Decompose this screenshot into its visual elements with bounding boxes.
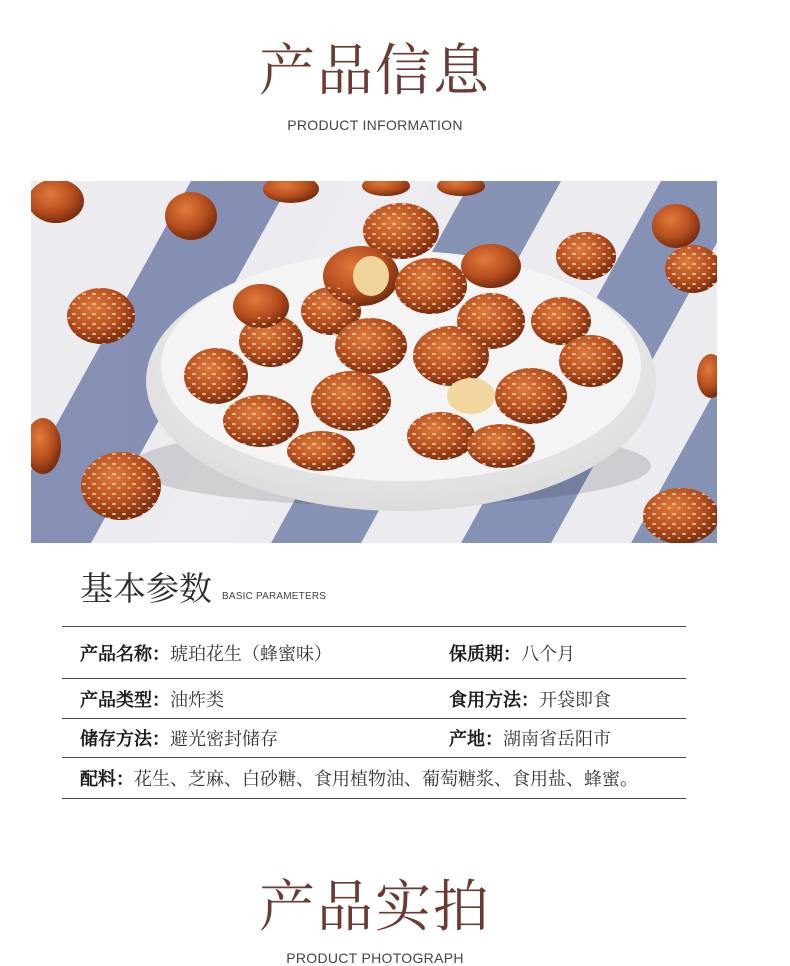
param-value: 油炸类 — [170, 689, 224, 711]
param-label: 产品名称： — [80, 643, 170, 665]
basic-parameters-heading — [80, 569, 327, 608]
param-value: 开袋即食 — [539, 689, 611, 711]
table-row — [62, 626, 686, 678]
param-value: 避光密封储存 — [170, 729, 278, 750]
ingredients-label: 配料： — [80, 769, 134, 790]
product-photo — [31, 181, 717, 543]
param-label: 产品类型： — [80, 689, 170, 711]
product-photo-title: 产品实拍 — [259, 875, 491, 940]
param-value: 琥珀花生（蜂蜜味） — [170, 643, 332, 665]
table-row — [62, 678, 686, 718]
table-row — [62, 718, 686, 757]
basic-parameters-subtitle: BASIC PARAMETERS — [222, 591, 327, 602]
param-label: 食用方法： — [449, 689, 539, 711]
peanut-bowl-image — [31, 181, 717, 543]
ingredients-value: 花生、芝麻、白砂糖、食用植物油、葡萄糖浆、食用盐、蜂蜜。 — [134, 769, 638, 790]
param-value: 八个月 — [521, 643, 575, 665]
basic-parameters-title: 基本参数 — [80, 569, 212, 608]
param-value: 湖南省岳阳市 — [503, 729, 611, 750]
param-label: 保质期： — [449, 643, 521, 665]
param-label: 产地： — [449, 729, 503, 750]
product-info-title: 产品信息 — [259, 39, 491, 104]
param-label: 储存方法： — [80, 729, 170, 750]
product-photo-subtitle: PRODUCT PHOTOGRAPH — [286, 950, 464, 966]
parameters-table — [62, 626, 686, 799]
table-row — [62, 757, 686, 799]
product-info-subtitle: PRODUCT INFORMATION — [287, 117, 463, 133]
